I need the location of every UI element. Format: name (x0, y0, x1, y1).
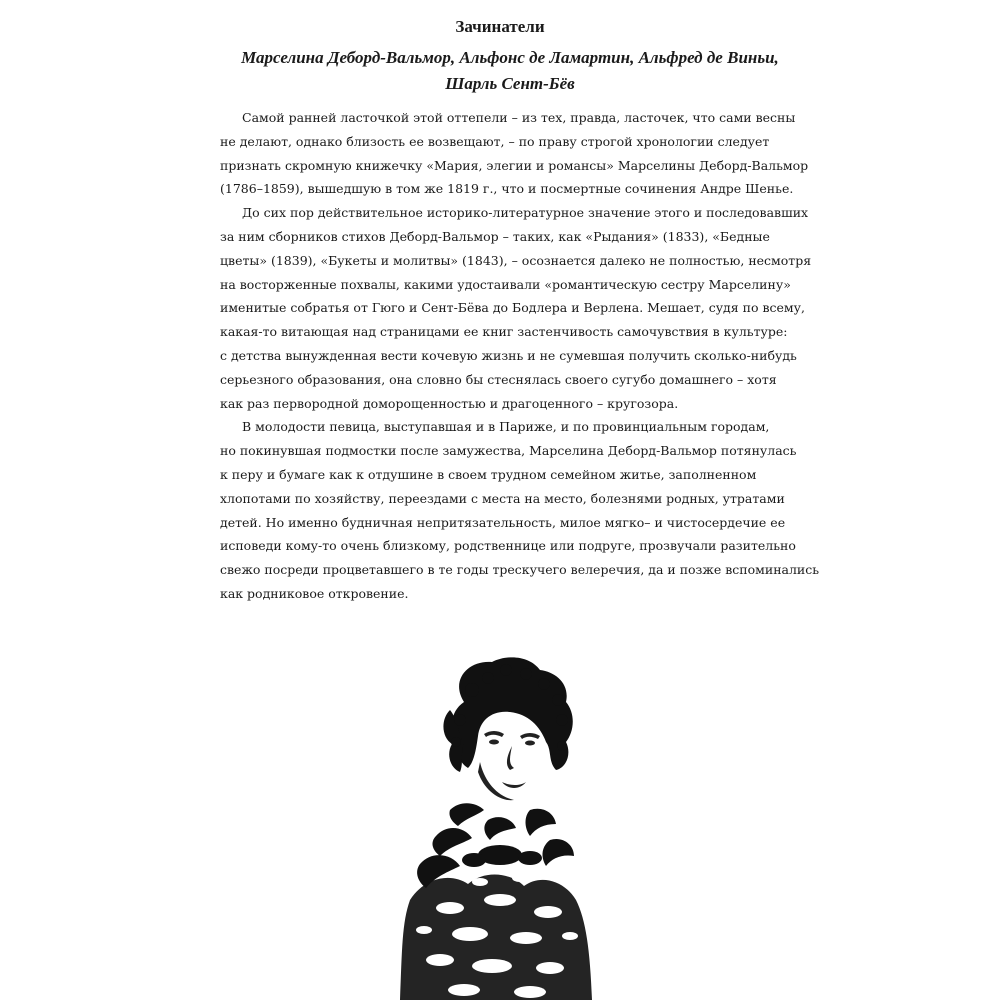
text-line: Самой ранней ласточкой этой оттепели – из тех, правда, ласточек, что сами весны (242, 110, 796, 125)
paragraph (220, 415, 820, 605)
paragraph (220, 201, 812, 415)
text-line: хлопотами по хозяйству, переездами с места на место, болезнями родных, утратами (220, 490, 785, 506)
text-line: как родниковое откровение. (220, 585, 409, 601)
text-line: свежо посреди процветавшего в те годы трескучего велеречия, да и позже вспоминались (220, 562, 820, 578)
text-line: к перу и бумаге как к отдушине в своем трудном семейном житье, заполненном (220, 466, 757, 482)
text-line: какая-то витающая над страницами ее книг застенчивость самочувствия в культуре: (220, 324, 788, 340)
body-text (220, 106, 820, 606)
text-line: До сих пор действительное историко-литературное значение этого и последовавших (242, 205, 809, 221)
text-line: как раз первородной доморощенностью и драгоценного – кругозора. (220, 395, 679, 411)
text-line: серьезного образования, она словно бы стеснялась своего сугубо домашнего – хотя (220, 371, 777, 387)
text-line: детей. Но именно будничная непритязательность, милое мягко– и чистосердечие ее (220, 514, 786, 530)
text-line: исповеди кому-то очень близкому, родственнице или подруге, прозвучали разительно (220, 538, 796, 554)
text-line: на восторженные похвалы, какими удостаивали «романтическую сестру Марселину» (220, 276, 791, 292)
text-line: за ним сборников стихов Деборд-Вальмор – таких, как «Рыдания» (1833), «Бедные (220, 228, 770, 244)
text-line: не делают, однако близость ее возвещают, – по праву строгой хронологии следует (220, 133, 770, 149)
text-line: но покинувшая подмостки после замужества, Марселина Деборд-Вальмор потянулась (220, 443, 797, 459)
paragraph (220, 106, 809, 201)
text-line: цветы» (1839), «Букеты и молитвы» (1843), – осознается далеко не полностью, несмотря (220, 252, 812, 268)
text-line: признать скромную книжечку «Мария, элегии и романсы» Марселины Деборд-Вальмор (220, 157, 809, 173)
chapter-subtitle: Марселина Деборд-Вальмор, Альфонс де Ламартин, Альфред де Виньи, Шарль Сент-Бёв (241, 48, 779, 93)
portrait-illustration (380, 650, 610, 1000)
text-line: именитые собратья от Гюго и Сент-Бёва до Бодлера и Верлена. Мешает, судя по всему, (220, 300, 805, 316)
portrait-engraving (380, 650, 610, 1000)
text-line: В молодости певица, выступавшая и в Париже, и по провинциальным городам, (242, 419, 770, 435)
text-line: с детства вынужденная вести кочевую жизнь и не сумевшая получить сколько-нибудь (220, 347, 797, 363)
text-line: (1786–1859), вышедшую в том же 1819 г., что и посмертные сочинения Андре Шенье. (220, 181, 794, 197)
chapter-title: Зачинатели (455, 17, 545, 36)
